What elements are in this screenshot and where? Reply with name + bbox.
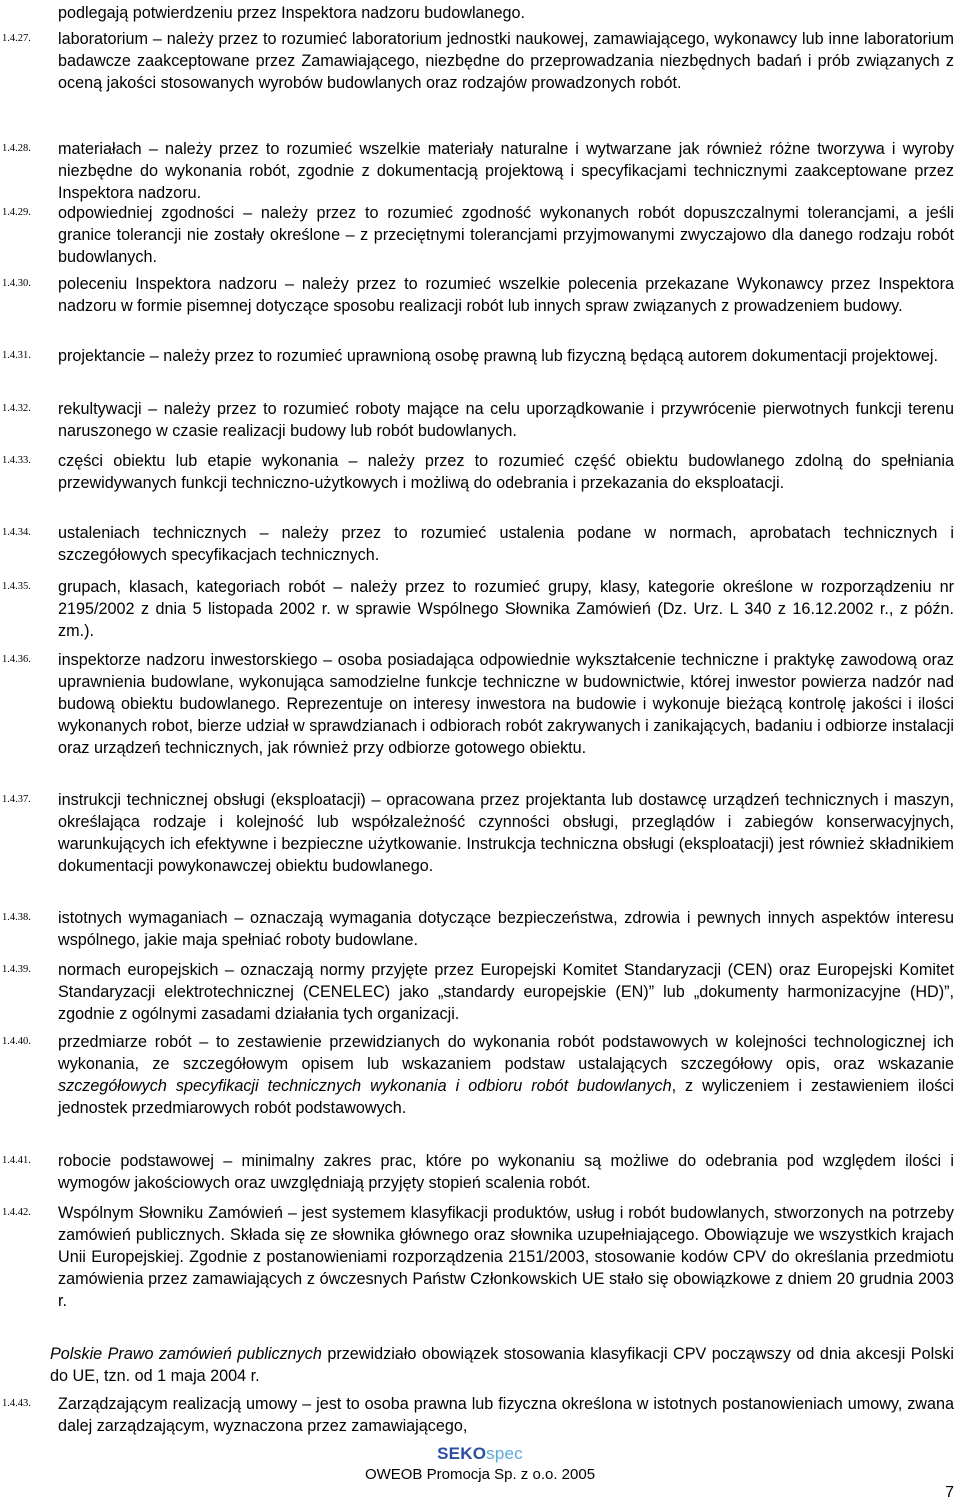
definition-number: 1.4.33. — [2, 455, 31, 466]
definition-number: 1.4.42. — [2, 1207, 31, 1218]
definition-1-4-35 — [2, 576, 954, 642]
definition-body-italic: szczegółowych specyfikacji technicznych wykonania i odbioru robót budowlanych — [58, 1077, 672, 1095]
definition-1-4-28 — [2, 138, 954, 204]
definition-1-4-43 — [2, 1393, 954, 1437]
definition-number: 1.4.28. — [2, 143, 31, 154]
definition-1-4-40 — [2, 1031, 954, 1119]
definition-body: części obiektu lub etapie wykonania – należy przez to rozumieć część obiektu budowlanego zdolną do spełniania przewidywanych funkcji techniczno-użytkowych i możliwą do odebrania i przekazania do eksploatacji. — [58, 452, 954, 492]
definition-1-4-29 — [2, 202, 954, 268]
definition-body: materiałach – należy przez to rozumieć wszelkie materiały naturalne i wytwarzane jak również różne tworzywa i wyroby niezbędne do wykonania robót, zgodnie z dokumentacją projektową i specyfikacjami technicznymi zaakceptowane przez Inspektora nadzoru. — [58, 140, 954, 202]
definition-1-4-42 — [2, 1202, 954, 1312]
logo-part-2: spec — [486, 1444, 523, 1463]
definition-number: 1.4.30. — [2, 278, 31, 289]
definition-body: odpowiedniej zgodności – należy przez to rozumieć zgodność wykonanych robót dopuszczalnymi tolerancjami, a jeśli granice tolerancji nie zostały określone – z przeciętnymi tolerancjami przyjmowanymi zwyczajowo dla danego rodzaju robót budowlanych. — [58, 204, 954, 266]
continuation-italic: Polskie Prawo zamówień publicznych — [50, 1345, 322, 1363]
definition-body: Zarządzającym realizacją umowy – jest to osoba prawna lub fizyczna określona w istotnych postanowieniach umowy, zwana dalej zarządzającym, wyznaczona przez zamawiającego, — [58, 1395, 954, 1435]
company-logo — [0, 1444, 960, 1464]
definition-body: grupach, klasach, kategoriach robót – należy przez to rozumieć grupy, klasy, kategorie określone w rozporządzeniu nr 2195/2002 z dnia 5 listopada 2002 r. w sprawie Wspólnego Słownika Zamówień (Dz. Urz. L 340 z 16.12.2002 r., z późn. zm.). — [58, 578, 954, 640]
definition-number: 1.4.41. — [2, 1155, 31, 1166]
definition-number: 1.4.35. — [2, 581, 31, 592]
definition-number: 1.4.43. — [2, 1398, 31, 1409]
definition-1-4-30 — [2, 273, 954, 317]
definition-body: poleceniu Inspektora nadzoru – należy przez to rozumieć wszelkie polecenia przekazane Wykonawcy przez Inspektora nadzoru w formie pisemnej dotyczące sposobu realizacji robót lub innych spraw związanych z prowadzeniem budowy. — [58, 275, 954, 315]
definition-number: 1.4.38. — [2, 912, 31, 923]
definition-body: robocie podstawowej – minimalny zakres prac, które po wykonaniu są możliwe do odebrania pod względem ilości i wymogów jakościowych oraz uwzględniają przyjęty stopień scalenia robót. — [58, 1152, 954, 1192]
definition-1-4-34 — [2, 522, 954, 566]
definition-1-4-41 — [2, 1150, 954, 1194]
definition-body-start: przedmiarze robót – to zestawienie przewidzianych do wykonania robót podstawowych w kolejności technologicznej ich wykonania, ze szczegółowym opisem lub wskazaniem podstaw ustalających szczegółowy opis, oraz wskazanie — [58, 1033, 954, 1073]
definition-number: 1.4.27. — [2, 33, 31, 44]
definition-body: instrukcji technicznej obsługi (eksploatacji) – opracowana przez projektanta lub dostawcę urządzeń technicznych i maszyn, określająca rodzaje i kolejność lub współzależność czynności obsługi, przeglądów i zabiegów konserwacyjnych, warunkujących ich efektywne i bezpieczne użytkowanie. Instrukcja techniczna obsługi (eksploatacji) jest również składnikiem dokumentacji powykonawczej obiektu budowlanego. — [58, 791, 954, 875]
page-number: 7 — [945, 1484, 954, 1501]
definition-number: 1.4.39. — [2, 964, 31, 975]
definition-number: 1.4.34. — [2, 527, 31, 538]
page-footer — [0, 1444, 960, 1485]
definition-body: Wspólnym Słowniku Zamówień – jest systemem klasyfikacji produktów, usług i robót budowlanych, stworzonych na potrzeby zamówień publicznych. Składa się ze słownika głównego oraz słownika uzupełniającego. Obowiązuje we wszystkich krajach Unii Europejskiej. Zgodnie z postanowieniami rozporządzenia 2151/2003, stosowanie kodów CPV do określania przedmiotu zamówienia przez zamawiających z ówczesnych Państw Członkowskich UE stało się obowiązkowe z dniem 20 grudnia 2003 r. — [58, 1204, 954, 1310]
definition-number: 1.4.32. — [2, 403, 31, 414]
definition-1-4-36 — [2, 649, 954, 759]
logo-part-1: SEKO — [437, 1444, 487, 1463]
definition-1-4-31 — [2, 345, 954, 367]
definition-number: 1.4.40. — [2, 1036, 31, 1047]
lead-text: podlegają potwierdzeniu przez Inspektora nadzoru budowlanego. — [58, 4, 526, 22]
definition-1-4-33 — [2, 450, 954, 494]
continuation-text: przewidziało obowiązek stosowania klasyfikacji CPV począwszy od dnia akcesji Polski do UE, tzn. od 1 maja 2004 r. — [50, 1345, 954, 1385]
definition-1-4-38 — [2, 907, 954, 951]
definition-body: projektancie – należy przez to rozumieć uprawnioną osobę prawną lub fizyczną będącą autorem dokumentacji projektowej. — [58, 347, 939, 365]
definition-body-end: , z wyliczeniem i zestawieniem ilości jednostek przedmiarowych robót podstawowych. — [58, 1077, 954, 1117]
definition-body: laboratorium – należy przez to rozumieć laboratorium jednostki naukowej, zamawiającego, wykonawcy lub inne laboratorium badawcze zaakceptowane przez Zamawiającego, niezbędne do przeprowadzania niezbędnych badań i prób związanych z oceną jakości stosowanych wyrobów budowlanych oraz rodzajów prowadzonych robót. — [58, 30, 954, 92]
definition-body: ustaleniach technicznych – należy przez to rozumieć ustalenia podane w normach, aprobatach technicznych i szczegółowych specyfikacjach technicznych. — [58, 524, 954, 564]
definition-number: 1.4.31. — [2, 350, 31, 361]
definition-body: inspektorze nadzoru inwestorskiego – osoba posiadająca odpowiednie wykształcenie techniczne i praktykę zawodową oraz uprawnienia budowlane, wykonująca samodzielne funkcje techniczne w budownictwie, której inwestor powierza nadzór nad budową obiektu budowlanego. Reprezentuje on interesy inwestora na budowie i wykonuje bieżącą kontrolę jakości i ilości wykonanych robot, bierze udział w sprawdzianach i odbiorach robót zakrywanych i zanikających, badaniu i odbiorze instalacji oraz urządzeń technicznych, jak również przy odbiorze gotowego obiektu. — [58, 651, 954, 757]
definition-1-4-32 — [2, 398, 954, 442]
definition-body: istotnych wymaganiach – oznaczają wymagania dotyczące bezpieczeństwa, zdrowia i pewnych innych aspektów interesu wspólnego, jakie maja spełniać roboty budowlane. — [58, 909, 954, 949]
definition-1-4-37 — [2, 789, 954, 877]
definition-1-4-27 — [2, 28, 954, 94]
continuation-paragraph — [50, 1343, 954, 1387]
definition-body: normach europejskich – oznaczają normy przyjęte przez Europejski Komitet Standaryzacji (CEN) oraz Europejski Komitet Standaryzacji elektrotechnicznej (CENELEC) jako „standardy europejskie (EN)” lub „dokumenty harmonizacyjne (HD)”, zgodnie z ogólnymi zasadami działania tych organizacji. — [58, 961, 954, 1023]
definition-1-4-39 — [2, 959, 954, 1025]
definition-number: 1.4.29. — [2, 207, 31, 218]
definition-number: 1.4.37. — [2, 794, 31, 805]
company-name: OWEOB Promocja Sp. z o.o. 2005 — [364, 1466, 596, 1483]
definition-number: 1.4.36. — [2, 654, 31, 665]
definition-body: rekultywacji – należy przez to rozumieć roboty mające na celu uporządkowanie i przywrócenie pierwotnych funkcji terenu naruszonego w czasie realizacji budowy lub robót budowlanych. — [58, 400, 954, 440]
